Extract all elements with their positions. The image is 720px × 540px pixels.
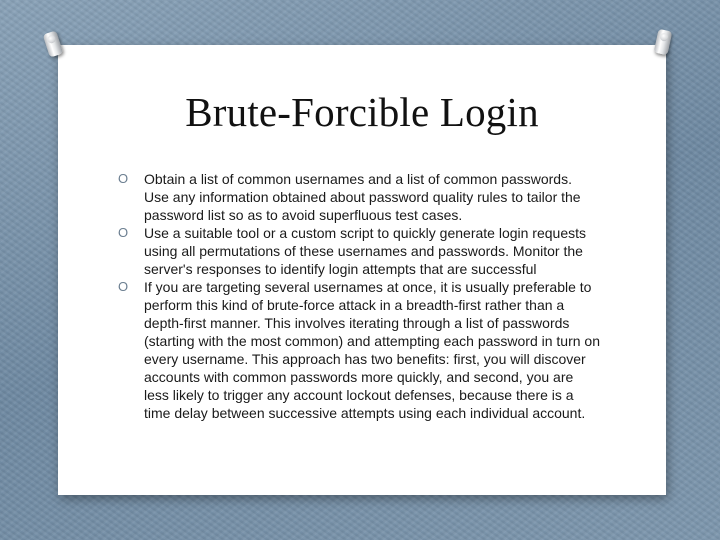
slide-title: Brute-Forcible Login bbox=[185, 89, 539, 135]
bullet-text: Use a suitable tool or a custom script to quickly generate login requests using all permutations of these usernames and passwords. Monitor the server's responses to identify login attempts that are successful bbox=[144, 225, 587, 277]
bullet-marker-icon: O bbox=[118, 279, 129, 294]
bullet-text: Obtain a list of common usernames and a list of common passwords. Use any information obtained about password quality rules to tailor the password list so as to avoid superfluous test cases. bbox=[144, 171, 581, 223]
bullet-item bbox=[118, 170, 600, 224]
bullet-text: If you are targeting several usernames at once, it is usually preferable to perform this kind of brute-force attack in a breadth-first rather than a depth-first manner. This involves iterating through a list of passwords (starting with the most common) and attempting each password in turn on every username. This approach has two benefits: first, you will discover accounts with common passwords more quickly, and second, you are less likely to trigger any account lockout defenses, because there is a time delay between successive attempts using each individual account. bbox=[144, 279, 600, 421]
bullet-item bbox=[118, 224, 600, 278]
bullet-list bbox=[118, 170, 600, 422]
push-pin-icon bbox=[654, 29, 673, 55]
bullet-item bbox=[118, 278, 600, 422]
bullet-marker-icon: O bbox=[118, 225, 129, 240]
bullet-marker-icon: O bbox=[118, 171, 129, 186]
push-pin-icon bbox=[43, 30, 64, 57]
